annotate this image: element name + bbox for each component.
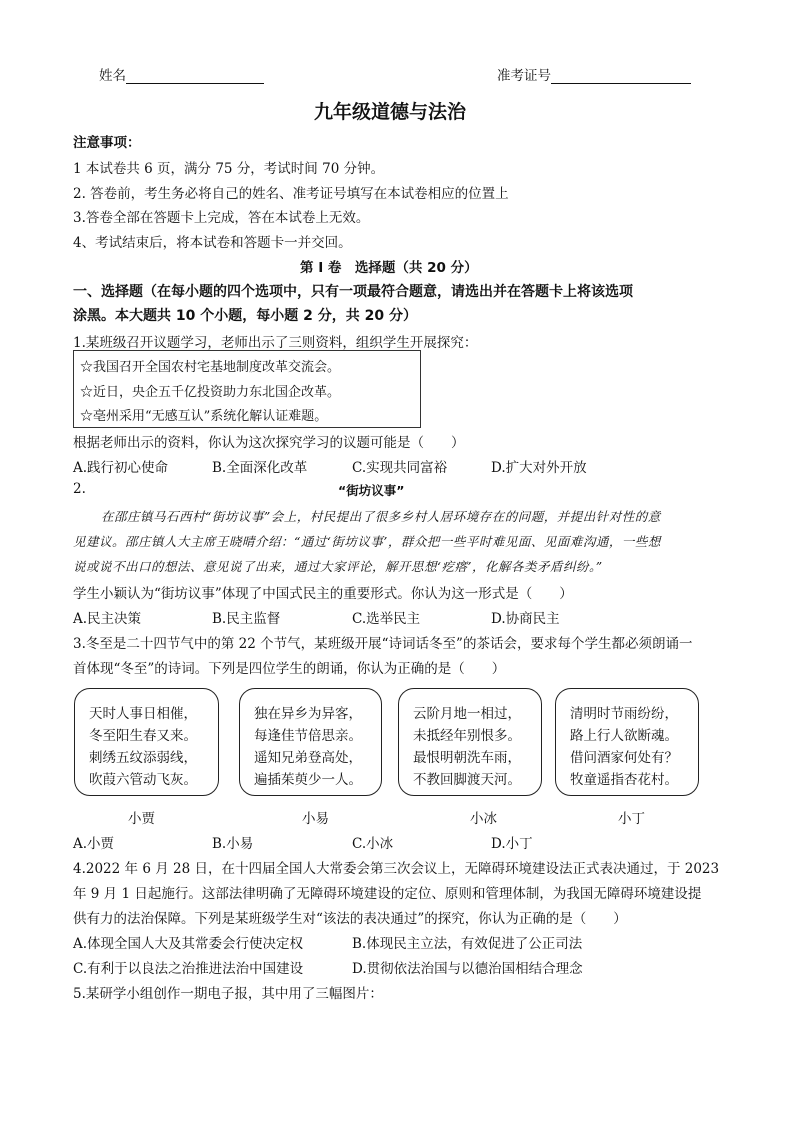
q3-stem-cont: 首体现“冬至”的诗词。下列是四位学生的朗诵，你认为正确的是（ ） <box>73 661 506 677</box>
poem-line: 最恨明朝洗车雨， <box>413 750 521 766</box>
student-name: 小贾 <box>128 811 155 827</box>
student-name: 小易 <box>302 811 329 827</box>
q1-material-box <box>73 350 421 428</box>
exam-id-label: 准考证号 <box>497 68 551 84</box>
section-heading: 一、选择题（在每小题的四个选项中，只有一项最符合题意，请选出并在答题卡上将该选项 <box>73 284 633 300</box>
q2-title: “街坊议事” <box>338 483 405 498</box>
q4-option-b[interactable]: B.体现民主立法，有效促进了公正司法 <box>352 936 583 952</box>
notice-item: 3.答卷全部在答题卡上完成，答在本试卷上无效。 <box>73 210 370 226</box>
q4-stem-cont: 供有力的法治保障。下列是某班级学生对“该法的表决通过”的探究，你认为正确的是（ ） <box>73 911 627 927</box>
student-name: 小丁 <box>618 811 645 827</box>
name-underline[interactable] <box>126 69 264 84</box>
q1-option-d[interactable]: D.扩大对外开放 <box>491 460 587 476</box>
poem-line: 遥知兄弟登高处， <box>254 750 362 766</box>
poem-bubble-xiaojia <box>74 688 219 796</box>
q2-number: 2. <box>73 481 86 497</box>
student-name: 小冰 <box>470 811 497 827</box>
q2-passage: 见建议。邵庄镇人大主席王晓晴介绍：“通过‘街坊议事’，群众把一些平时难见面、见面难沟通，一些想 <box>73 534 661 549</box>
q1-option-b[interactable]: B.全面深化改革 <box>212 460 308 476</box>
q4-option-c[interactable]: C.有利于以良法之治推进法治中国建设 <box>73 961 304 977</box>
poem-line: 刺绣五纹添弱线， <box>89 750 197 766</box>
poem-line: 借问酒家何处有？ <box>570 750 678 766</box>
q4-stem: 4.2022 年 6 月 28 日，在十四届全国人大常委会第三次会议上，无障碍环境建设法正式表决通过，于 2023 <box>73 861 720 877</box>
q1-stem: 1.某班级召开议题学习，老师出示了三则资料，组织学生开展探究： <box>73 335 478 351</box>
notice-heading: 注意事项： <box>73 135 141 151</box>
q1-question: 根据老师出示的资料，你认为这次探究学习的议题可能是（ ） <box>73 435 465 451</box>
q2-option-c[interactable]: C.选举民主 <box>352 611 421 627</box>
poem-line: 未抵经年别恨多。 <box>413 728 521 744</box>
q3-option-d[interactable]: D.小丁 <box>491 836 533 852</box>
poem-line: 牧童遥指杏花村。 <box>570 772 678 788</box>
q1-option-a[interactable]: A.践行初心使命 <box>73 460 169 476</box>
q4-option-d[interactable]: D.贯彻依法治国与以德治国相结合理念 <box>352 961 583 977</box>
exam-id-underline[interactable] <box>551 69 691 84</box>
poem-line: 清明时节雨纷纷， <box>570 706 678 722</box>
part1-title: 第 Ⅰ 卷 选择题（共 20 分） <box>300 260 478 276</box>
notice-item: 2. 答卷前，考生务必将自己的姓名、准考证号填写在本试卷相应的位置上 <box>73 186 509 202</box>
q4-option-a[interactable]: A.体现全国人大及其常委会行使决定权 <box>73 936 304 952</box>
q1-option-c[interactable]: C.实现共同富裕 <box>352 460 448 476</box>
poem-line: 每逢佳节倍思亲。 <box>254 728 362 744</box>
poem-line: 云阶月地一相过， <box>413 706 521 722</box>
name-label: 姓名 <box>99 68 126 84</box>
section-heading-cont: 涂黑。本大题共 10 个小题，每小题 2 分，共 20 分） <box>73 308 417 324</box>
q2-option-b[interactable]: B.民主监督 <box>212 611 281 627</box>
exam-id-field[interactable] <box>497 64 691 84</box>
q3-option-c[interactable]: C.小冰 <box>352 836 394 852</box>
notice-item: 4、考试结束后，将本试卷和答题卡一并交回。 <box>73 235 352 251</box>
poem-line: 不教回脚渡天河。 <box>413 772 521 788</box>
poem-bubble-xiaoding <box>555 688 699 796</box>
q1-material: ☆亳州采用“无感互认”系统化解认证难题。 <box>80 409 328 424</box>
poem-bubble-xiaobing <box>398 688 542 796</box>
poem-line: 遍插茱萸少一人。 <box>254 772 362 788</box>
poem-bubble-xiaoyi <box>239 688 382 796</box>
q2-question: 学生小颖认为“街坊议事”体现了中国式民主的重要形式。你认为这一形式是（ ） <box>73 586 573 602</box>
poem-line: 独在异乡为异客， <box>254 706 362 722</box>
page-title: 九年级道德与法治 <box>314 101 467 123</box>
q2-option-d[interactable]: D.协商民主 <box>491 611 560 627</box>
q1-material: ☆我国召开全国农村宅基地制度改革交流会。 <box>80 360 341 375</box>
q3-option-a[interactable]: A.小贾 <box>73 836 115 852</box>
name-field[interactable] <box>99 64 264 84</box>
q2-option-a[interactable]: A.民主决策 <box>73 611 142 627</box>
q3-option-b[interactable]: B.小易 <box>212 836 254 852</box>
poem-line: 路上行人欲断魂。 <box>570 728 678 744</box>
q2-passage: 在邵庄镇马石西村“街坊议事”会上，村民提出了很多乡村人居环境存在的问题，并提出针对性的意 <box>101 509 661 524</box>
q1-material: ☆近日，央企五千亿投资助力东北国企改革。 <box>80 385 341 400</box>
notice-item: 1 本试卷共 6 页，满分 75 分，考试时间 70 分钟。 <box>73 161 385 177</box>
poem-line: 天时人事日相催， <box>89 706 197 722</box>
poem-line: 冬至阳生春又来。 <box>89 728 197 744</box>
q2-passage: 说或说不出口的想法、意见说了出来，通过大家评论，解开思想‘疙瘩’，化解各类矛盾纠纷。” <box>73 559 603 574</box>
q4-stem-cont: 年 9 月 1 日起施行。这部法律明确了无障碍环境建设的定位、原则和管理体制，为我国无障碍环境建设提 <box>73 886 702 902</box>
poem-line: 吹葭六管动飞灰。 <box>89 772 197 788</box>
q3-stem: 3.冬至是二十四节气中的第 22 个节气，某班级开展“诗词话冬至”的茶话会，要求每个学生都必须朗诵一 <box>73 636 693 652</box>
q5-stem: 5.某研学小组创作一期电子报，其中用了三幅图片： <box>73 986 383 1002</box>
